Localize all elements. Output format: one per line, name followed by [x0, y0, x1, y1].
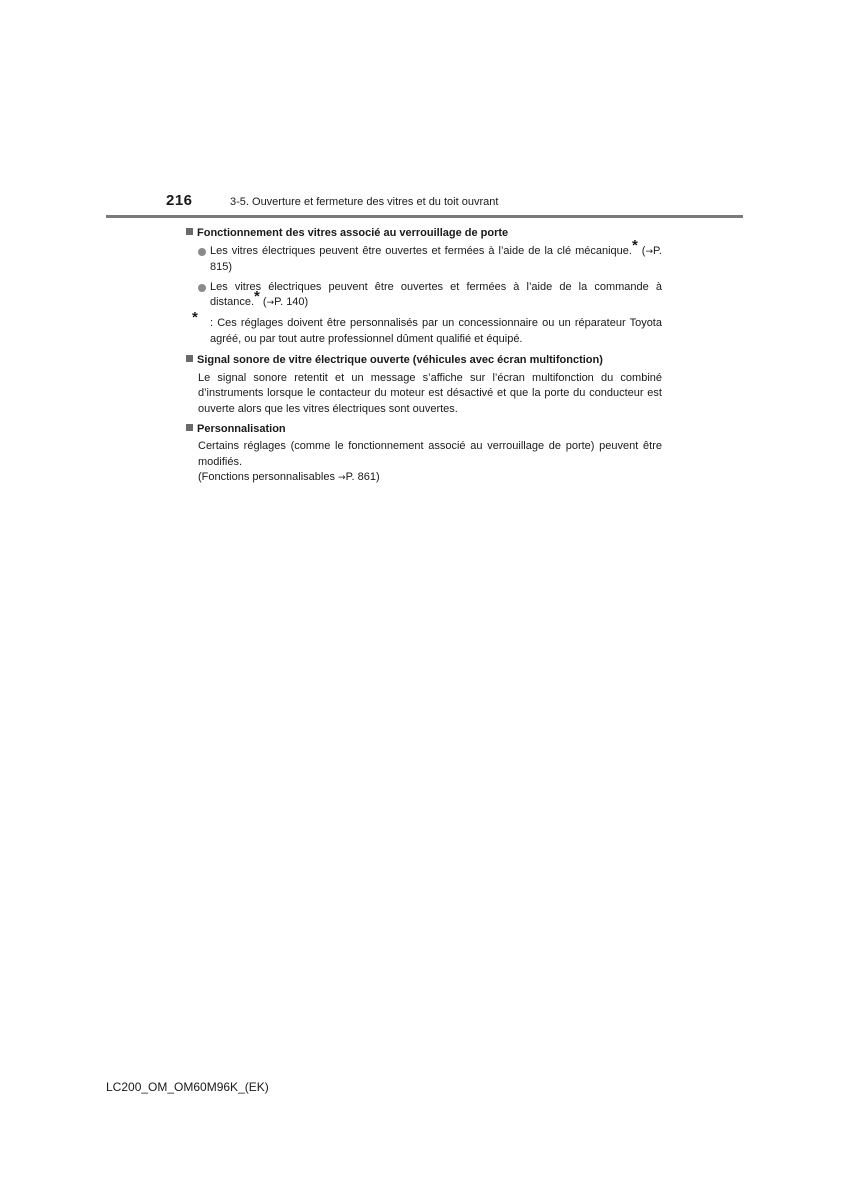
section-body [186, 439, 662, 487]
footnote: * : Ces réglages doivent être personnalisés par un concessionnaire ou un réparateur Toyota agréé, ou par tout autre professionnel dûment qualifié et équipé. [186, 316, 662, 347]
page-reference-link[interactable]: P. 815) [210, 244, 662, 274]
section-body-text: Certains réglages (comme le fonctionnement associé au verrouillage de porte) peuvent être modifiés. [198, 440, 662, 468]
bullet-item [186, 236, 662, 276]
running-head: 3-5. Ouverture et fermeture des vitres et du toit ouvrant [230, 196, 499, 208]
section-heading [186, 226, 662, 242]
arrow-icon: → [645, 246, 654, 257]
asterisk-marker: * [254, 288, 260, 306]
section-heading-text: Personnalisation [197, 422, 286, 435]
bullet-text: Les vitres électriques peuvent être ouvertes et fermées à l’aide de la clé mécanique. [210, 244, 632, 257]
square-bullet-icon [186, 355, 193, 362]
page-number: 216 [166, 192, 193, 209]
asterisk-marker: * [631, 236, 638, 254]
bullet-item [186, 280, 662, 312]
page-content [186, 226, 662, 491]
circle-bullet-icon [198, 284, 206, 292]
section-heading [186, 353, 662, 369]
footer-document-code: LC200_OM_OM60M96K_(EK) [106, 1080, 269, 1094]
square-bullet-icon [186, 424, 193, 431]
section-heading [186, 422, 662, 438]
bullet-text: Les vitres électriques peuvent être ouvertes et fermées à l’aide de la commande à distance. [210, 280, 662, 309]
reference-text: (Fonctions personnalisables [198, 471, 339, 484]
header-rule [106, 215, 743, 218]
bullet-text-after: ( [637, 244, 646, 257]
circle-bullet-icon [198, 248, 206, 256]
page-reference-link[interactable]: P. 140) [274, 296, 309, 309]
arrow-icon: → [338, 473, 346, 484]
arrow-icon: → [266, 298, 275, 309]
bullet-text-after: ( [259, 296, 267, 309]
section-heading-text: Signal sonore de vitre électrique ouverte (véhicules avec écran multifonction) [197, 354, 603, 367]
reference-line [198, 470, 662, 487]
page-reference-link[interactable]: P. 861) [345, 471, 380, 484]
square-bullet-icon [186, 228, 193, 235]
section-heading-text: Fonctionnement des vitres associé au verrouillage de porte [197, 227, 509, 239]
section-body: Le signal sonore retentit et un message s’affiche sur l’écran multifonction du combiné d’instruments lorsque le contacteur du moteur est désactivé et que la porte du conducteur est ouverte alors que les vitres électriques sont ouvertes. [198, 371, 662, 415]
footnote-text: : Ces réglages doivent être personnalisés par un concessionnaire ou un réparateur Toyota agréé, ou par tout autre professionnel dûment qualifié et équipé. [210, 316, 662, 345]
